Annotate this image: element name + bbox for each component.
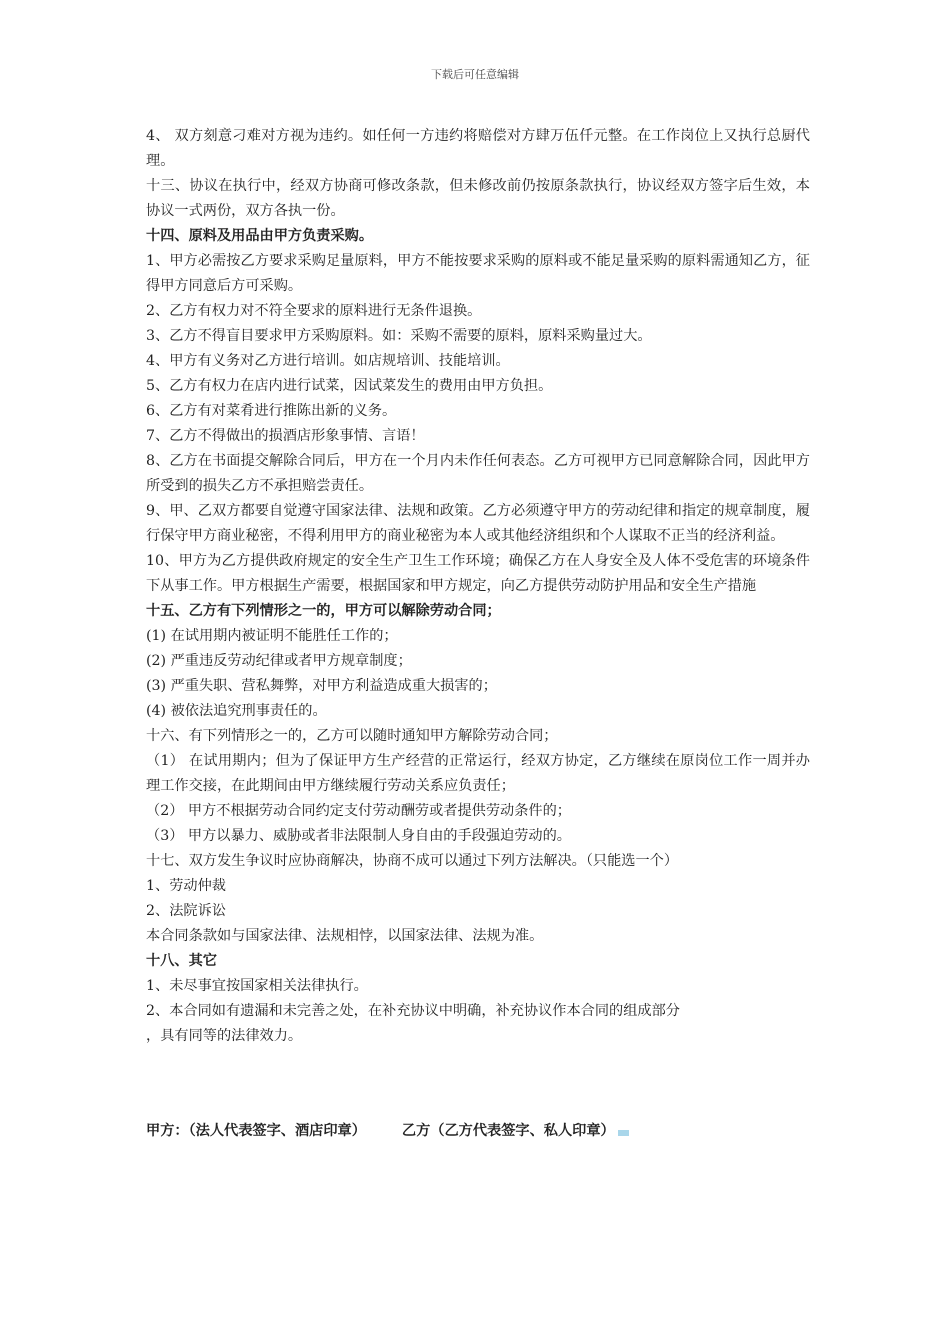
paragraph: （1） 在试用期内；但为了保证甲方生产经营的正常运行，经双方协定，乙方继续在原岗位工作一周并办理工作交接，在此期间由甲方继续履行劳动关系应负责任； xyxy=(146,753,810,794)
party-a-signature: 甲方：（法人代表签字、酒店印章） xyxy=(146,1123,366,1139)
paragraph: 十八、其它 xyxy=(146,953,217,969)
paragraph: 2、本合同如有遗漏和未完善之处，在补充协议中明确，补充协议作本合同的组成部分 xyxy=(146,1003,680,1019)
paragraph: 本合同条款如与国家法律、法规相悖，以国家法律、法规为准。 xyxy=(146,928,544,944)
paragraph: 6、乙方有对菜肴进行推陈出新的义务。 xyxy=(146,403,397,419)
paragraph: 10、甲方为乙方提供政府规定的安全生产卫生工作环境；确保乙方在人身安全及人体不受危害的环境条件下从事工作。甲方根据生产需要，根据国家和甲方规定，向乙方提供劳动防护用品和安全生产措施 xyxy=(146,553,810,594)
paragraph: 十三、协议在执行中，经双方协商可修改条款，但未修改前仍按原条款执行，协议经双方签字后生效，本协议一式两份，双方各执一份。 xyxy=(146,178,810,219)
document-body xyxy=(146,124,810,1049)
paragraph: 7、乙方不得做出的损酒店形象事情、言语！ xyxy=(146,428,425,444)
paragraph: 8、乙方在书面提交解除合同后，甲方在一个月内未作任何表态。乙方可视甲方已同意解除合同，因此甲方所受到的损失乙方不承担赔尝责任。 xyxy=(146,453,810,494)
paragraph: （3） 甲方以暴力、威胁或者非法限制人身自由的手段强迫劳动的。 xyxy=(146,828,571,844)
signature-line xyxy=(146,1120,629,1140)
paragraph: (4) 被依法追究刑事责任的。 xyxy=(146,703,327,719)
text-cursor-mark xyxy=(618,1130,629,1136)
paragraph: (1) 在试用期内被证明不能胜任工作的； xyxy=(146,628,398,644)
party-b-signature: 乙方（乙方代表签字、私人印章） xyxy=(401,1123,615,1139)
paragraph: (2) 严重违反劳动纪律或者甲方规章制度； xyxy=(146,653,412,669)
paragraph: 4、甲方有义务对乙方进行培训。如店规培训、技能培训。 xyxy=(146,353,510,369)
paragraph: 十四、原料及用品由甲方负责采购。 xyxy=(146,228,374,244)
paragraph: 1、未尽事宜按国家相关法律执行。 xyxy=(146,978,368,994)
page-header: 下载后可任意编辑 xyxy=(431,68,519,81)
paragraph: 5、乙方有权力在店内进行试菜，因试菜发生的费用由甲方负担。 xyxy=(146,378,553,394)
paragraph: 2、法院诉讼 xyxy=(146,903,226,919)
paragraph: ，具有同等的法律效力。 xyxy=(146,1028,303,1044)
paragraph: 2、乙方有权力对不符全要求的原料进行无条件退换。 xyxy=(146,303,482,319)
paragraph: 1、甲方必需按乙方要求采购足量原料，甲方不能按要求采购的原料或不能足量采购的原料需通知乙方，征得甲方同意后方可采购。 xyxy=(146,253,810,294)
paragraph: 1、劳动仲裁 xyxy=(146,878,226,894)
paragraph: 4、 双方刻意刁难对方视为违约。如任何一方违约将赔偿对方肆万伍仟元整。在工作岗位上又执行总厨代理。 xyxy=(146,128,810,169)
paragraph: （2） 甲方不根据劳动合同约定支付劳动酬劳或者提供劳动条件的； xyxy=(146,803,571,819)
paragraph: (3) 严重失职、营私舞弊，对甲方利益造成重大损害的； xyxy=(146,678,497,694)
paragraph: 十六、有下列情形之一的，乙方可以随时通知甲方解除劳动合同； xyxy=(146,728,558,744)
paragraph: 十七、双方发生争议时应协商解决，协商不成可以通过下列方法解决。（只能选一个） xyxy=(146,853,679,869)
paragraph: 3、乙方不得盲目要求甲方采购原料。如：采购不需要的原料，原料采购量过大。 xyxy=(146,328,652,344)
paragraph: 十五、乙方有下列情形之一的，甲方可以解除劳动合同； xyxy=(146,603,501,619)
paragraph: 9、甲、乙双方都要自觉遵守国家法律、法规和政策。乙方必须遵守甲方的劳动纪律和指定的规章制度，履行保守甲方商业秘密，不得利用甲方的商业秘密为本人或其他经济组织和个人谋取不正当的经济利益。 xyxy=(146,503,810,544)
